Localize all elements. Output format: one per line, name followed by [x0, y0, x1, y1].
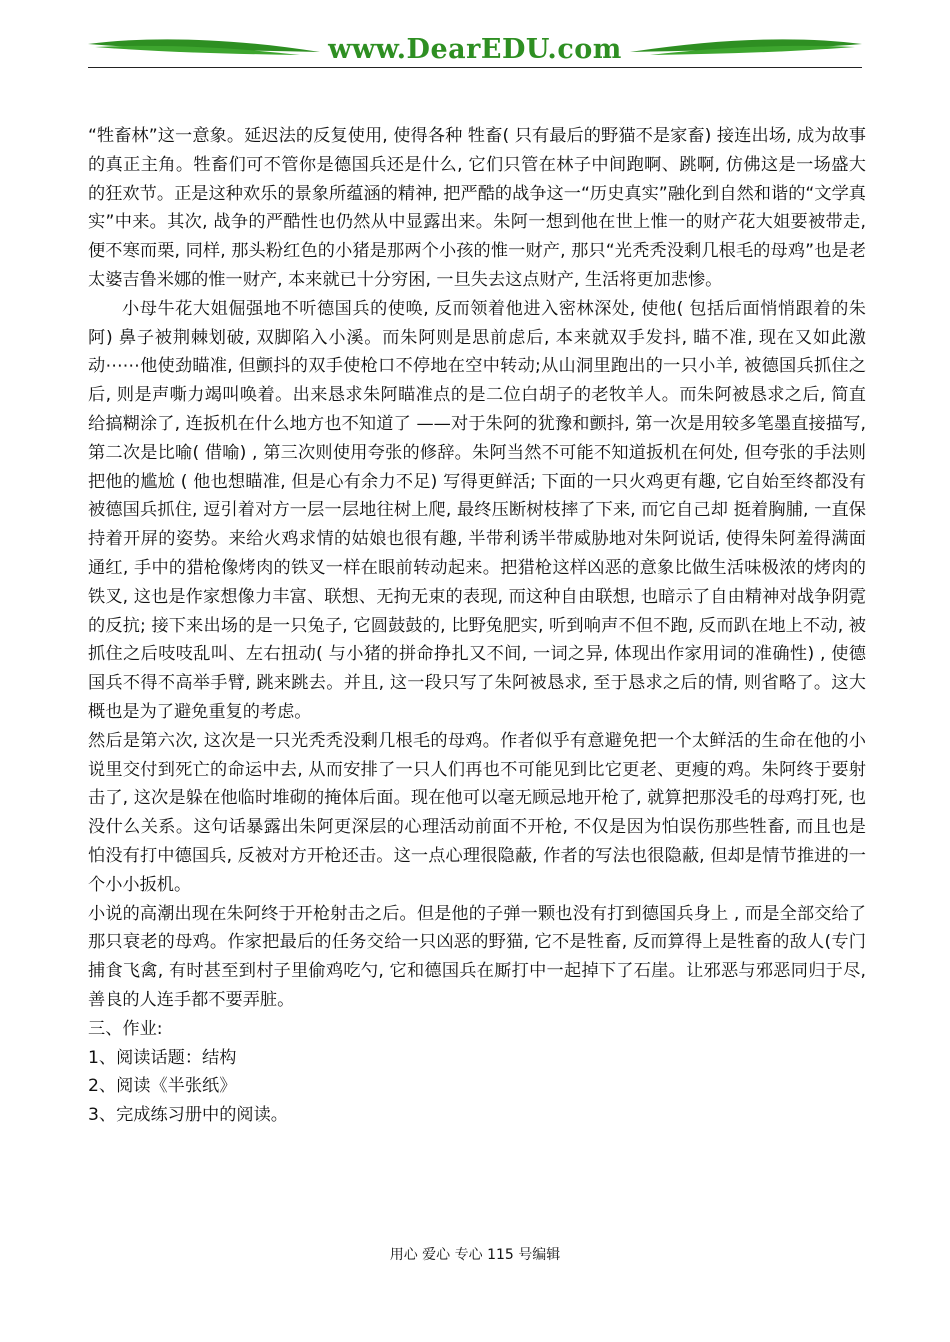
paragraph-1: “牲畜林”这一意象。延迟法的反复使用, 使得各种 牲畜( 只有最后的野猫不是家畜) 接连出场, 成为故事的真正主角。牲畜们可不管你是德国兵还是什么, 它们只管在林子中间跑啊、跳啊, 仿佛这是一场盛大的狂欢节。正是这种欢乐的景象所蕴涵的精神, 把严酷的战争这一“历史真实”融化到自然和谐的“文学真实”中来。其次, 战争的严酷性也仍然从中显露出来。朱阿一想到他在世上惟一的财产花大姐要被带走, 便不寒而栗, 同样, 那头粉红色的小猪是那两个小孩的惟一财产, 那只“光秃秃没剩几根毛的母鸡”也是老太婆吉鲁米娜的惟一财产, 本来就已十分穷困, 一旦失去这点财产, 生活将更加悲惨。 [88, 126, 866, 290]
homework-item-1: 1、阅读话题：结构 [88, 1047, 237, 1068]
page-footer: 用心 爱心 专心 115 号编辑 [389, 1247, 561, 1263]
homework-item-2: 2、阅读《半张纸》 [88, 1076, 237, 1097]
homework-item-3: 3、完成练习册中的阅读。 [88, 1105, 288, 1126]
page-header [0, 0, 950, 80]
paragraph-2: 小母牛花大姐倔强地不听德国兵的使唤, 反而领着他进入密林深处, 使他( 包括后面悄悄跟着的朱阿) 鼻子被荆棘划破, 双脚陷入小溪。而朱阿则是思前虑后, 本来就双手发抖, 瞄不准, 现在又如此激动⋯⋯他使劲瞄准, 但颤抖的双手使枪口不停地在空中转动;从山洞里跑出的一只小羊, 被德国兵抓住之后, 则是声嘶力竭叫唤着。出来恳求朱阿瞄准点的是二位白胡子的老牧羊人。而朱阿被恳求之后, 简直给搞糊涂了, 连扳机在什么地方也不知道了 ——对于朱阿的犹豫和颤抖, 第一次是用较多笔墨直接描写, 第二次是比喻( 借喻) , 第三次则使用夸张的修辞。朱阿当然不可能不知道扳机在何处, 但夸张的手法则把他的尴尬 ( 他也想瞄准, 但是心有余力不足) 写得更鲜活; 下面的一只火鸡更有趣, 它自始至终都没有被德国兵抓住, 逗引着对方一层一层地往树上爬, 最终压断树枝摔了下来, 而它自己却 挺着胸脯, 一直保持着开屏的姿势。来给火鸡求情的姑娘也很有趣, 半带利诱半带威胁地对朱阿说话, 使得朱阿羞得满面通红, 手中的猎枪像烤肉的铁叉一样在眼前转动起来。把猎枪这样凶恶的意象比做生活味极浓的烤肉的铁叉, 这也是作家想像力丰富、联想、无拘无束的表现, 而这种自由联想, 也暗示了自由精神对战争阴霓的反抗; 接下来出场的是一只兔子, 它圆鼓鼓的, 比野兔肥实, 听到响声不但不跑, 反而趴在地上不动, 被抓住之后吱吱乱叫、左右扭动( 与小猪的拼命挣扎又不间, 一词之异, 体现出作家用词的准确性) , 使德国兵不得不高举手臂, 跳来跳去。并且, 这一段只写了朱阿被恳求, 至于恳求之后的情, 则省略了。这大概也是为了避免重复的考虑。 [88, 298, 866, 722]
document-body [88, 122, 866, 1130]
paragraph-4: 小说的高潮出现在朱阿终于开枪射击之后。但是他的子弹一颗也没有打到德国兵身上 , 而是全部交给了那只衰老的母鸡。作家把最后的任务交给一只凶恶的野猫, 它不是牲畜, 反而算得上是牲畜的敌人(专门捕食飞禽, 有时甚至到村子里偷鸡吃勺, 它和德国兵在厮打中一起掉下了石崖。让邪恶与邪恶同归于尽, 善良的人连手都不要弄脏。 [88, 903, 866, 1010]
site-logo-text: www.DearEDU.com [328, 34, 622, 65]
paragraph-3: 然后是第六次, 这次是一只光秃秃没剩几根毛的母鸡。作者似乎有意避免把一个太鲜活的生命在他的小说里交付到死亡的命运中去, 从而安排了一只人们再也不可能见到比它更老、更瘦的鸡。朱阿终于要射击了, 这次是躲在他临时堆砌的掩体后面。现在他可以毫无顾忌地开枪了, 就算把那没毛的母鸡打死, 也没什么关系。这句话暴露出朱阿更深层的心理活动前面不开枪, 不仅是因为怕误伤那些牲畜, 而且也是怕没有打中德国兵, 反被对方开枪还击。这一点心理很隐蔽, 作者的写法也很隐蔽, 但却是情节推进的一个小小扳机。 [88, 730, 866, 895]
section-heading-homework: 三、作业: [88, 1018, 163, 1039]
